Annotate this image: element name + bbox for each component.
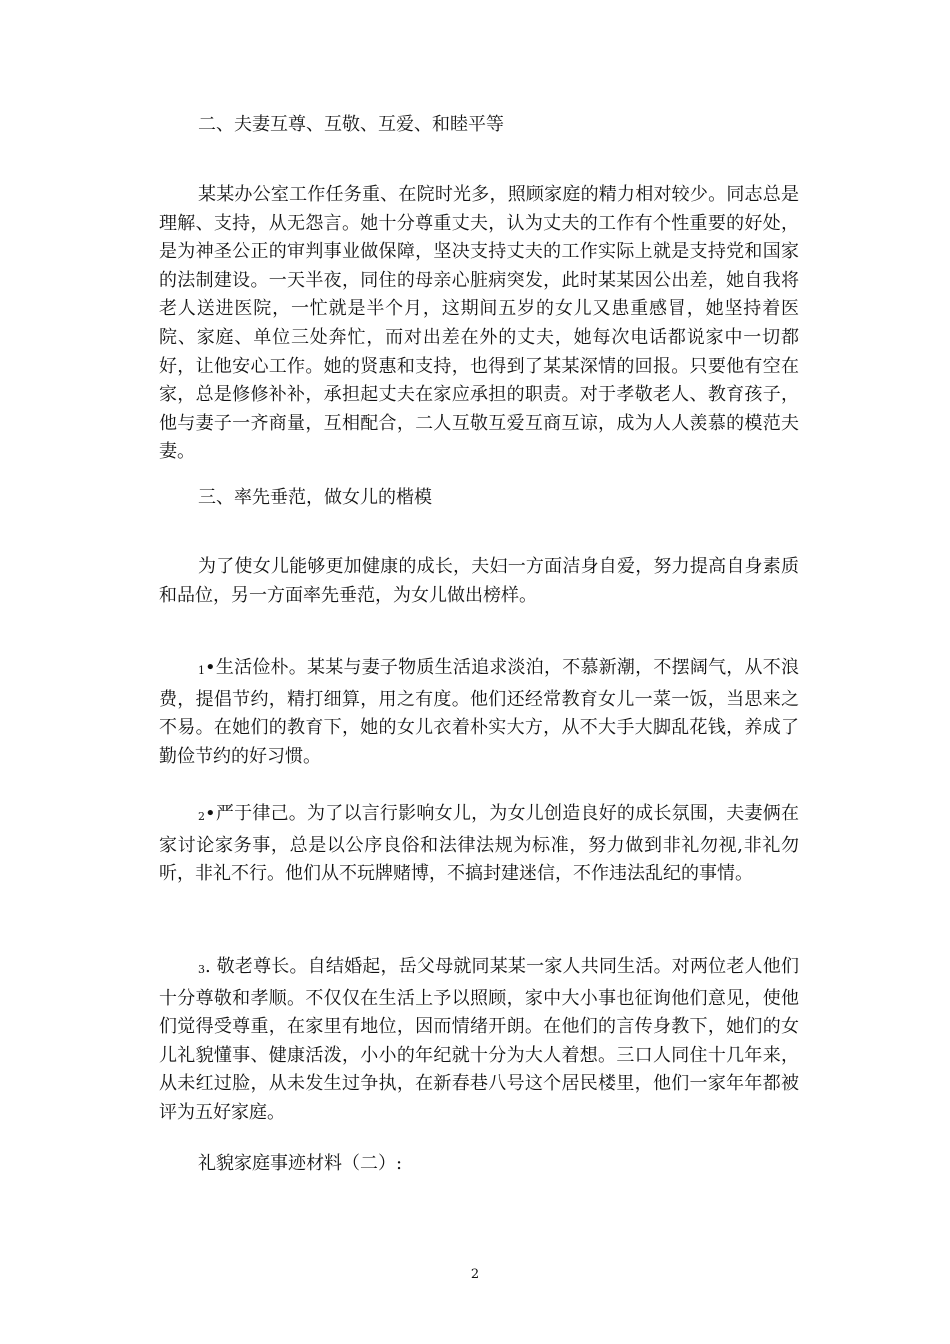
section-heading-3: 三、率先垂范，做女儿的楷模 — [198, 487, 432, 508]
list-item-text: 敬老尊长。自结婚起，岳父母就同某某一家人共同生活。对两位老人他们十分尊敬和孝顺。不仅仅在生活上予以照顾，家中大小事也征询他们意见，使他们觉得受尊重，在家里有地位，因而情绪开朗。在他们的言传身教下，她们的女儿礼貌懂事、健康活泼，小小的年纪就十分为大人着想。三口人同住十几年来，从未红过脸，从未发生过争执，在新春巷八号这个居民楼里，他们一家年年都被评为五好家庭。 — [159, 956, 799, 1123]
list-item-separator: . — [205, 956, 217, 977]
list-item-self-discipline — [159, 800, 799, 889]
list-item-frugal — [159, 654, 799, 771]
list-item-number: 2 — [198, 810, 205, 823]
next-material-heading: 礼貌家庭事迹材料（二）: — [198, 1153, 403, 1174]
list-item-separator: • — [205, 803, 216, 824]
section-2-paragraph: 某某办公室工作任务重、在院时光多，照顾家庭的精力相对较少。同志总是理解、支持，从无怨言。她十分尊重丈夫，认为丈夫的工作有个性重要的好处，是为神圣公正的审判事业做保障，坚决支持丈夫的工作实际上就是支持党和国家的法制建设。一天半夜，同住的母亲心脏病突发，此时某某因公出差，她自我将老人送进医院，一忙就是半个月，这期间五岁的女儿又患重感冒，她坚持着医院、家庭、单位三处奔忙，而对出差在外的丈夫，她每次电话都说家中一切都好，让他安心工作。她的贤惠和支持，也得到了某某深情的回报。只要他有空在家，总是修修补补，承担起丈夫在家应承担的职责。对于孝敬老人、教育孩子，他与妻子一齐商量，互相配合，二人互敬互爱互商互谅，成为人人羡慕的模范夫妻。 — [159, 184, 799, 463]
list-item-number: 3 — [198, 963, 205, 976]
section-heading-2: 二、夫妻互尊、互敬、互爱、和睦平等 — [198, 114, 504, 135]
list-item-separator: • — [205, 657, 216, 678]
list-item-text: 严于律己。为了以言行影响女儿，为女儿创造良好的成长氛围，夫妻俩在家讨论家务事，总是以公序良俗和法律法规为标准，努力做到非礼勿视,非礼勿听，非礼不行。他们从不玩牌赌博，不搞封建迷信，不作违法乱纪的事情。 — [159, 803, 799, 885]
list-item-number: 1 — [198, 664, 205, 677]
page-number: 2 — [470, 1267, 480, 1282]
list-item-respect-elders — [159, 953, 799, 1128]
section-3-intro-paragraph: 为了使女儿能够更加健康的成长，夫妇一方面洁身自爱，努力提高自身素质和品位，另一方面率先垂范，为女儿做出榜样。 — [159, 556, 799, 606]
list-item-text: 生活俭朴。某某与妻子物质生活追求淡泊，不慕新潮，不摆阔气，从不浪费，提倡节约，精打细算，用之有度。他们还经常教育女儿一菜一饭，当思来之不易。在她们的教育下，她的女儿衣着朴实大方，从不大手大脚乱花钱，养成了勤俭节约的好习惯。 — [159, 657, 799, 767]
